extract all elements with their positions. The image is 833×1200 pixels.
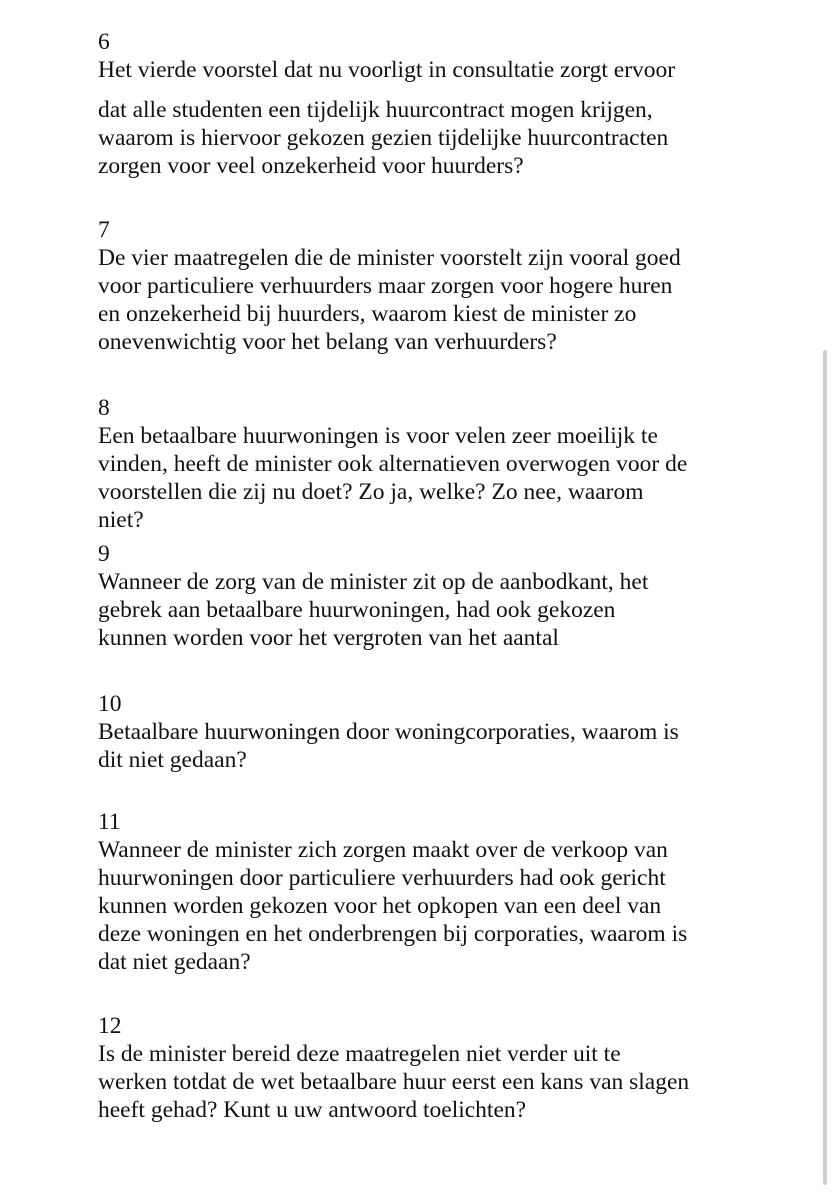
question-6 (98, 28, 675, 180)
question-10 (98, 690, 679, 774)
question-text-line: onevenwichtig voor het belang van verhuurders? (98, 329, 557, 355)
question-text-line: Het vierde voorstel dat nu voorligt in consultatie zorgt ervoor (98, 57, 676, 83)
question-text-line: De vier maatregelen die de minister voorstelt zijn vooral goed (98, 245, 681, 271)
question-12 (98, 1012, 689, 1124)
question-number: 7 (98, 217, 110, 243)
question-text-line: dat niet gedaan? (98, 949, 251, 975)
question-11 (98, 808, 687, 976)
question-text-line: Betaalbare huurwoningen door woningcorporaties, waarom is (98, 719, 679, 745)
question-text-line: Wanneer de zorg van de minister zit op de aanbodkant, het (98, 569, 649, 595)
question-number: 6 (98, 29, 110, 55)
question-number: 11 (98, 809, 121, 835)
question-8 (98, 394, 687, 534)
question-text-line: voorstellen die zij nu doet? Zo ja, welke? Zo nee, waarom (98, 479, 644, 505)
question-text-line: huurwoningen door particuliere verhuurders had ook gericht (98, 865, 666, 891)
question-9 (98, 540, 648, 652)
question-text-line: waarom is hiervoor gekozen gezien tijdelijke huurcontracten (98, 125, 669, 151)
question-text-line: zorgen voor veel onzekerheid voor huurders? (98, 153, 524, 179)
question-text-line: niet? (98, 507, 144, 533)
vertical-scrollbar[interactable] (823, 350, 827, 1185)
question-number: 12 (98, 1013, 122, 1039)
question-text-line: gebrek aan betaalbare huurwoningen, had ook gekozen (98, 597, 616, 623)
question-text-line: deze woningen en het onderbrengen bij corporaties, waarom is (98, 921, 688, 947)
question-text-line: Is de minister bereid deze maatregelen niet verder uit te (98, 1041, 621, 1067)
question-text-line: dat alle studenten een tijdelijk huurcontract mogen krijgen, (98, 97, 653, 123)
question-text-line: heeft gehad? Kunt u uw antwoord toelichten? (98, 1097, 527, 1123)
question-7 (98, 216, 681, 356)
question-text-line: dit niet gedaan? (98, 747, 247, 773)
question-text-line: en onzekerheid bij huurders, waarom kiest de minister zo (98, 301, 637, 327)
question-text-line: Een betaalbare huurwoningen is voor velen zeer moeilijk te (98, 423, 658, 449)
question-text-line: vinden, heeft de minister ook alternatieven overwogen voor de (98, 451, 688, 477)
question-text-line: kunnen worden gekozen voor het opkopen van een deel van (98, 893, 662, 919)
question-text-line: Wanneer de minister zich zorgen maakt over de verkoop van (98, 837, 668, 863)
question-number: 8 (98, 395, 110, 421)
question-text-line: werken totdat de wet betaalbare huur eerst een kans van slagen (98, 1069, 690, 1095)
question-text-line: voor particuliere verhuurders maar zorgen voor hogere huren (98, 273, 673, 299)
question-number: 10 (98, 691, 122, 717)
question-number: 9 (98, 541, 110, 567)
question-text-line: kunnen worden voor het vergroten van het aantal (98, 625, 559, 651)
